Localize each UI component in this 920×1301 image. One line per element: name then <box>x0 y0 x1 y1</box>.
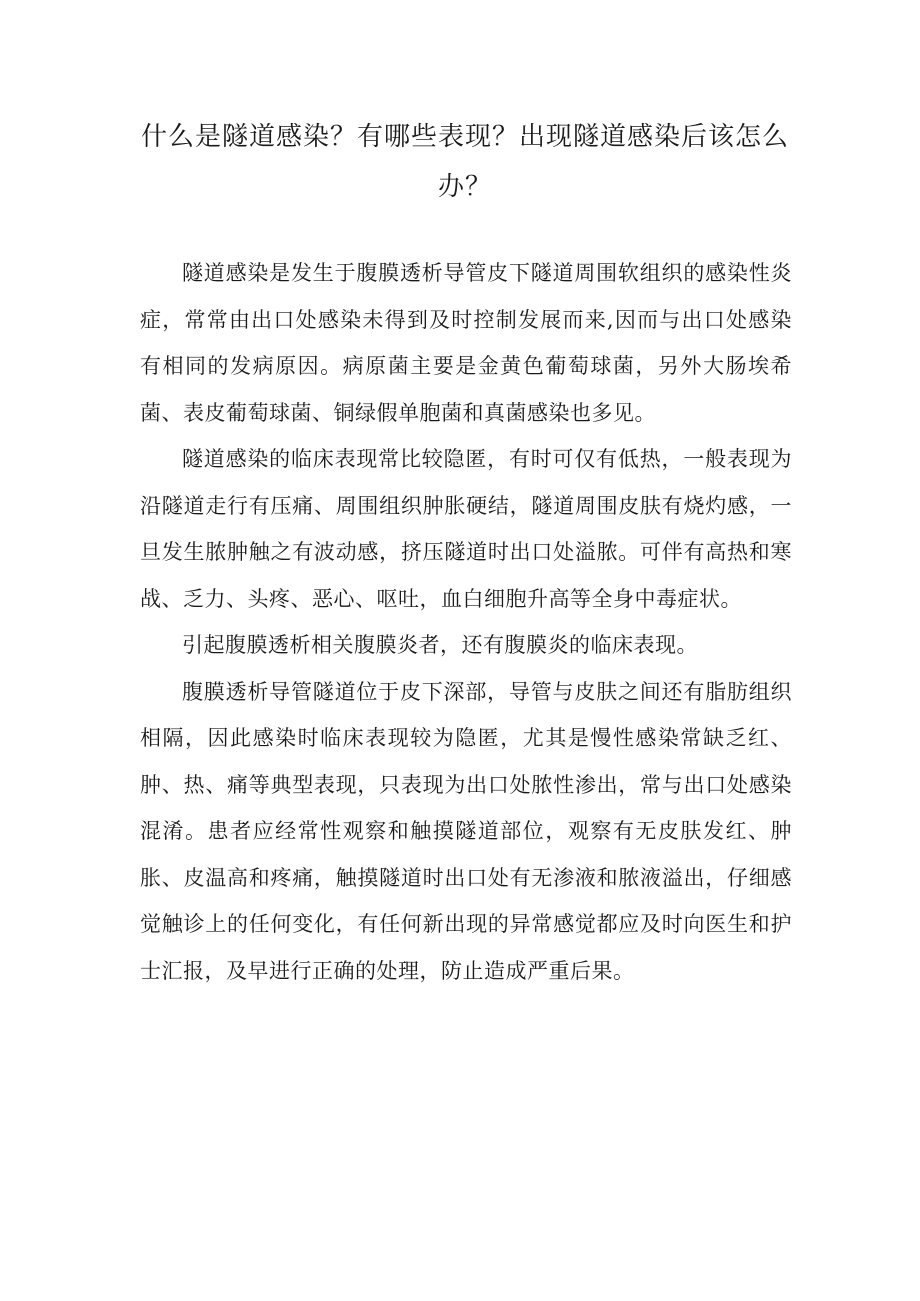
paragraph-1: 隧道感染是发生于腹膜透析导管皮下隧道周围软组织的感染性炎症，常常由出口处感染未得到及时控制发展而来,因而与出口处感染有相同的发病原因。病原菌主要是金黄色葡萄球菌，另外大肠埃希菌、表皮葡萄球菌、铜绿假单胞菌和真菌感染也多见。 <box>140 261 792 425</box>
document-body <box>140 250 792 994</box>
document-title: 什么是隧道感染？有哪些表现？出现隧道感染后该怎么办？ <box>140 122 789 202</box>
paragraph-3: 引起腹膜透析相关腹膜炎者，还有腹膜炎的临床表现。 <box>182 633 698 657</box>
paragraph-4: 腹膜透析导管隧道位于皮下深部，导管与皮肤之间还有脂肪组织相隔，因此感染时临床表现较为隐匿，尤其是慢性感染常缺乏红、肿、热、痛等典型表现，只表现为出口处脓性渗出，常与出口处感染混淆。患者应经常性观察和触摸隧道部位，观察有无皮肤发红、肿胀、皮温高和疼痛，触摸隧道时出口处有无渗液和脓液溢出，仔细感觉触诊上的任何变化，有任何新出现的异常感觉都应及时向医生和护士汇报，及早进行正确的处理，防止造成严重后果。 <box>140 679 792 983</box>
paragraph-2: 隧道感染的临床表现常比较隐匿，有时可仅有低热，一般表现为沿隧道走行有压痛、周围组织肿胀硬结，隧道周围皮肤有烧灼感，一旦发生脓肿触之有波动感，挤压隧道时出口处溢脓。可伴有高热和寒战、乏力、头疼、恶心、呕吐，血白细胞升高等全身中毒症状。 <box>140 447 792 611</box>
